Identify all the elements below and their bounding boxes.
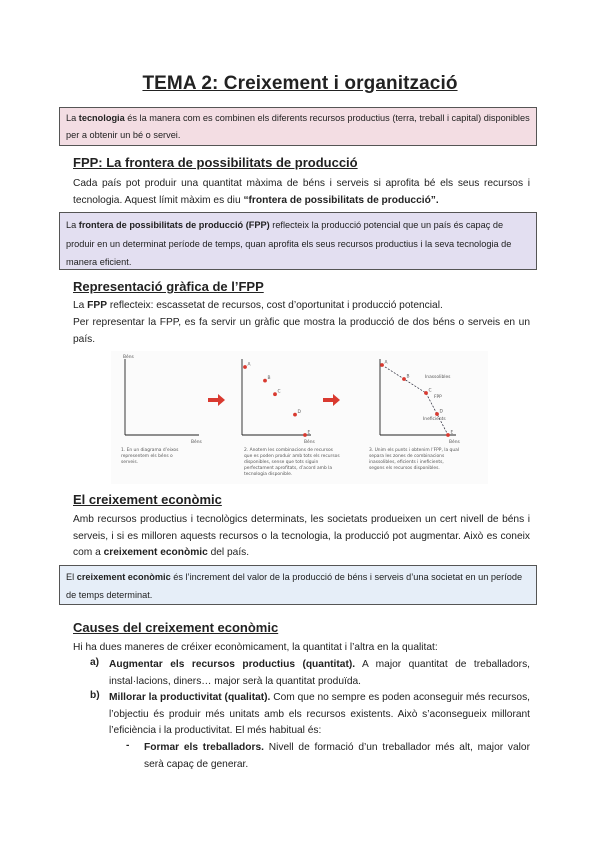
paragraph-causes-intro: Hi ha dues maneres de créixer econòmicament, la quantitat i l’altra en la qualitat: [73, 642, 438, 653]
definition-text: és la manera com es combinen els diferents recursos productius (terra, treball i capital) disponibles per a obtenir un bé o servei. [66, 113, 530, 140]
definition-text: El [66, 572, 77, 582]
section-heading-graph: Representació gràfica de l’FPP [73, 279, 264, 294]
list-marker-b: b) [90, 690, 100, 701]
definition-text: La [66, 220, 79, 230]
panel-caption-line: separa les zones de combinacions [369, 454, 445, 459]
paragraph-text: Amb recursos productius i tecnològics determinats, les societats produeixen un cert nivell de béns i serveis, i si es milloren aquests recursos o la tecnologia, la producció pot augmentar. Això es coneix com a [73, 514, 530, 558]
paragraph-term: FPP [87, 300, 107, 311]
data-point-label: D [439, 409, 443, 415]
data-point-label: E [450, 430, 454, 436]
paragraph-text: reflecteix: escassetat de recursos, cost d’oportunitat i producció potencial. [107, 300, 443, 311]
data-point-c [424, 391, 428, 395]
paragraph-text: La [73, 300, 88, 311]
zone-label-unattainable: Inassolibles [425, 375, 451, 380]
data-point-a [380, 363, 384, 367]
list-marker-sub: - [126, 740, 130, 751]
data-point-c [273, 392, 277, 396]
panel-caption-line: perfectament aprofitats, d’acord amb la [244, 466, 333, 471]
list-subitem-text: Nivell de formació d’un treballador més alt, major valor serà capaç de generar. [144, 742, 530, 770]
definition-term: tecnologia [78, 113, 125, 123]
data-point-label: B [267, 376, 271, 382]
section-heading-fpp: FPP: La frontera de possibilitats de producció [73, 155, 358, 170]
definition-text: és l’increment del valor de la producció de béns i serveis d’una societat en un període de temps determinat. [66, 572, 523, 600]
paragraph-text: Cada país pot produir una quantitat màxima de béns i serveis si aprofita bé els seus recursos i tecnologia. Aquest límit màxim es diu [73, 178, 530, 206]
page-title: TEMA 2: Creixement i organització [142, 73, 458, 94]
panel-caption-line: inassolibles, eficients i ineficients, [369, 460, 444, 465]
list-item-a [109, 657, 530, 690]
data-point-label: E [307, 430, 311, 436]
list-marker-a: a) [90, 657, 100, 668]
paragraph-text: del país. [207, 547, 250, 558]
paragraph-graph-2: Per representar la FPP, es fa servir un gràfic que mostra la producció de dos béns o serveis en un país. [73, 317, 530, 345]
panel-caption-line: 3. Unim els punts i obtenim l’FPP, la qual [369, 448, 460, 453]
paragraph-fpp [73, 176, 530, 209]
panel-caption-line: disponibles, sense que tots siguin [244, 460, 319, 465]
data-point-label: C [277, 389, 281, 395]
section-heading-growth: El creixement econòmic [73, 492, 222, 507]
definition-text: La [66, 113, 79, 123]
zone-label-fpp: FPP [434, 395, 442, 400]
definition-box-technology [59, 107, 537, 146]
fpp-chart [111, 351, 488, 484]
list-subitem-heading: Formar els treballadors. [144, 742, 264, 753]
definition-box-growth [59, 565, 537, 605]
data-point-label: B [406, 374, 410, 380]
paragraph-graph-1 [73, 298, 530, 315]
data-point-e [303, 433, 307, 437]
panel-caption-line: serveis. [121, 460, 138, 465]
data-point-d [293, 413, 297, 417]
x-axis-label: Béns [449, 440, 460, 445]
panel-caption-line: 2. Anotem les combinacions de recursos [244, 448, 333, 453]
panel-caption-line: tecnologia disponible. [244, 472, 293, 477]
definition-text: reflecteix la producció potencial que un país és capaç de produir en un determinat període de temps, quan aprofita els seus recursos productius i la seva tecnologia de manera eficient. [66, 220, 512, 267]
data-point-a [243, 365, 247, 369]
zone-label-inefficient: Ineficients [423, 417, 446, 422]
panel-caption-line: 1. En un diagrama d’eixos [121, 448, 179, 453]
definition-box-fpp [59, 212, 537, 270]
paragraph-term: creixement econòmic [103, 547, 208, 558]
paragraph-quote: “frontera de possibilitats de producció”. [243, 194, 439, 206]
data-point-label: A [247, 362, 251, 368]
data-point-label: C [428, 388, 432, 394]
data-point-b [402, 377, 406, 381]
list-item-b [109, 690, 530, 740]
x-axis-label: Béns [304, 440, 315, 445]
panel-caption-line: que es poden produir amb tots els recursos [244, 454, 340, 459]
section-heading-causes: Causes del creixement econòmic [73, 620, 279, 635]
x-axis-label: Béns [191, 440, 202, 445]
paragraph-growth [73, 512, 530, 562]
data-point-d [435, 412, 439, 416]
list-item-heading: Millorar la productivitat (qualitat). [109, 692, 271, 703]
y-axis-label: Béns [123, 355, 134, 360]
panel-caption-line: segons els recursos disponibles. [369, 466, 440, 471]
list-item-text: Com que no sempre es poden aconseguir més recursos, l’objectiu és produir més unitats amb els recursos existents. Això s’aconsegueix millorant l’eficiència i la productivitat. El més habitual és: [109, 692, 530, 736]
definition-term: creixement econòmic [76, 572, 171, 582]
list-subitem [144, 740, 530, 773]
data-point-label: A [384, 360, 388, 366]
data-point-e [446, 433, 450, 437]
list-item-heading: Augmentar els recursos productius (quantitat). [109, 659, 356, 670]
definition-term: frontera de possibilitats de producció (FPP) [78, 220, 270, 230]
data-point-b [263, 379, 267, 383]
list-item-text: A major quantitat de treballadors, instal·lacions, diners… major serà la quantitat produïda. [109, 659, 530, 687]
data-point-label: D [297, 410, 301, 416]
panel-caption-line: representem els béns o [121, 454, 173, 459]
